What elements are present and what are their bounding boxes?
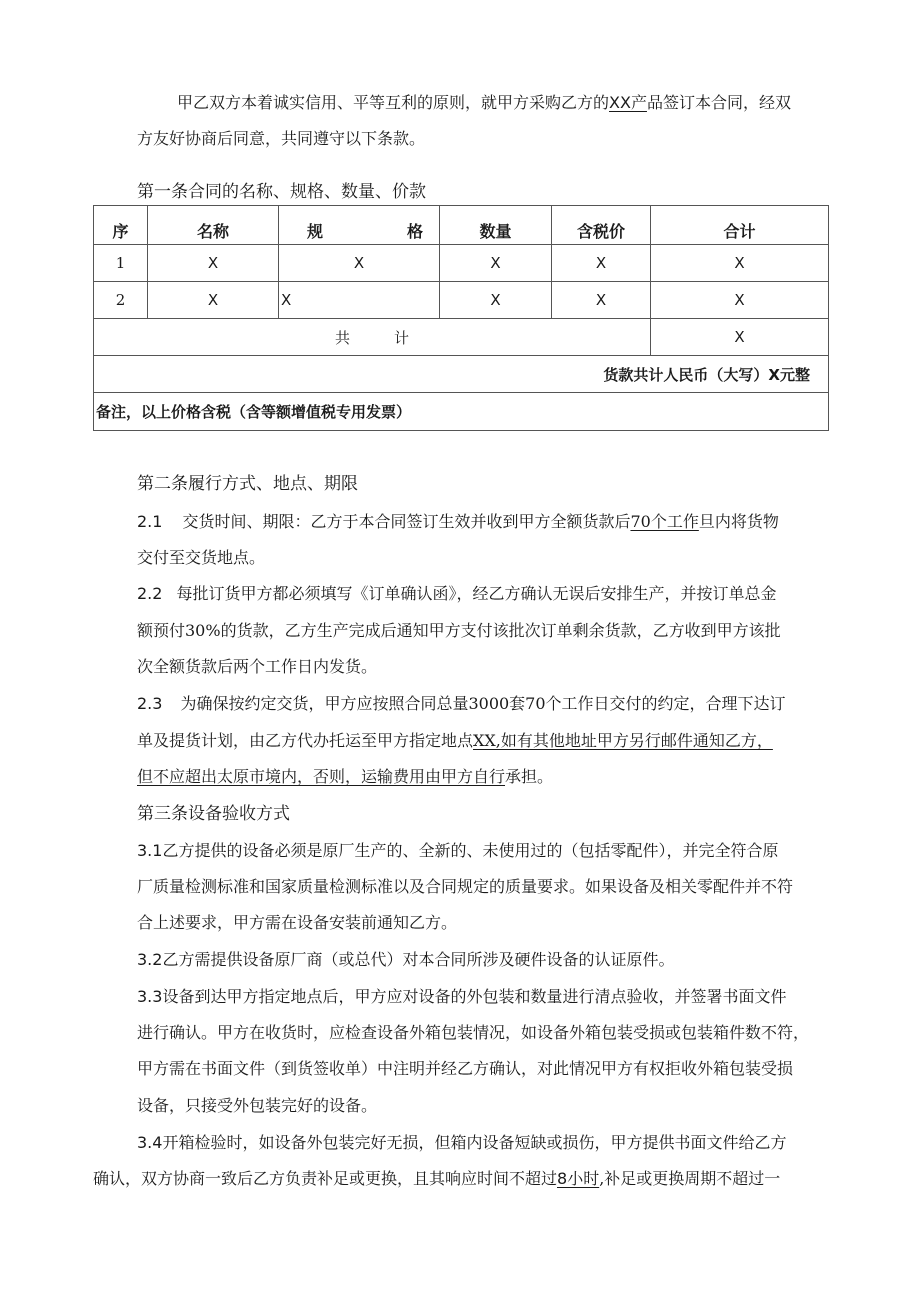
cell-spec: X [279, 282, 440, 319]
clause-2-2-line-2: 额预付30%的货款，乙方生产完成后通知甲方支付该批次订单剩余货款，乙方收到甲方该批 [137, 621, 781, 640]
cell-seq: 1 [94, 245, 148, 282]
clause-3-4-line-1: 3.4开箱检验时，如设备外包装完好无损，但箱内设备短缺或损伤，甲方提供书面文件给乙方 [137, 1133, 787, 1152]
clause-3-4-line-2: 确认，双方协商一致后乙方负责补足或更换，且其响应时间不超过8小时,补足或更换周期不超过一 [93, 1169, 781, 1188]
cell-total: X [651, 282, 829, 319]
cell-name: X [148, 282, 279, 319]
price-note: 备注，以上价格含税（含等额增值税专用发票） [94, 393, 829, 431]
table-words-row [94, 356, 829, 393]
clause-3-3-line-4: 设备，只接受外包装完好的设备。 [137, 1096, 378, 1115]
intro-line-1: 甲乙双方本着诚实信用、平等互利的原则，就甲方采购乙方的XX产品签订本合同，经双 [177, 93, 791, 112]
table-header-row [94, 206, 829, 245]
cell-qty: X [440, 245, 552, 282]
article-3-title: 第三条设备验收方式 [137, 804, 290, 824]
clause-3-3-line-2: 进行确认。甲方在收货时，应检查设备外箱包装情况，如设备外箱包装受损或包装箱件数不符， [137, 1023, 810, 1042]
table-sum-row [94, 319, 829, 356]
header-spec: 规 格 [279, 206, 440, 245]
clause-2-1-line-1: 2.1 交货时间、期限：乙方于本合同签订生效并收到甲方全额货款后70个工作旦内将货物 [137, 512, 779, 531]
clause-2-3-line-2: 单及提货计划，由乙方代办托运至甲方指定地点XX,如有其他地址甲方另行邮件通知乙方， [137, 731, 773, 750]
cell-name: X [148, 245, 279, 282]
clause-3-3-line-1: 3.3设备到达甲方指定地点后，甲方应对设备的外包装和数量进行清点验收，并签署书面文件 [137, 987, 787, 1006]
clause-2-2-line-1: 2.2 每批订货甲方都必须填写《订单确认函》，经乙方确认无误后安排生产，并按订单总金 [137, 584, 777, 603]
sum-value: X [651, 319, 829, 356]
cell-total: X [651, 245, 829, 282]
sum-label: 共 计 [94, 319, 651, 356]
cell-price: X [552, 245, 651, 282]
cell-price: X [552, 282, 651, 319]
table-row [94, 245, 829, 282]
header-name: 名称 [148, 206, 279, 245]
table-row [94, 282, 829, 319]
clause-3-3-line-3: 甲方需在书面文件（到货签收单）中注明并经乙方确认，对此情况甲方有权拒收外箱包装受损 [137, 1059, 794, 1078]
product-placeholder: XX产 [609, 93, 647, 112]
clause-2-3-line-3: 但不应超出太原市境内，否则，运输费用由甲方自行承担。 [137, 767, 554, 786]
clause-2-2-line-3: 次全额货款后两个工作日内发货。 [137, 657, 378, 676]
cell-seq: 2 [94, 282, 148, 319]
article-1-title: 第一条合同的名称、规格、数量、价款 [137, 182, 426, 202]
header-price: 含税价 [552, 206, 651, 245]
header-seq: 序 [94, 206, 148, 245]
table-note-row [94, 393, 829, 431]
clause-3-1-line-3: 合上述要求，甲方需在设备安装前通知乙方。 [137, 913, 458, 932]
clause-2-1-line-2: 交付至交货地点。 [137, 548, 266, 567]
article-2-title: 第二条履行方式、地点、期限 [137, 474, 358, 494]
clause-3-1-line-2: 厂质量检测标准和国家质量检测标准以及合同规定的质量要求。如果设备及相关零配件并不符 [137, 877, 794, 896]
clause-3-1-line-1: 3.1乙方提供的设备必须是原厂生产的、全新的、未使用过的（包括零配件），并完全符合原 [137, 841, 779, 860]
intro-line-2: 方友好协商后同意，共同遵守以下条款。 [137, 129, 426, 148]
clause-3-2-line-1: 3.2乙方需提供设备原厂商（或总代）对本合同所涉及硬件设备的认证原件。 [137, 950, 675, 969]
clause-2-3-line-1: 2.3 为确保按约定交货，甲方应按照合同总量3000套70个工作日交付的约定，合理下达订 [137, 694, 786, 713]
header-total: 合计 [651, 206, 829, 245]
cell-spec: X [279, 245, 440, 282]
amount-in-words: 货款共计人民币（大写）X元整 [94, 356, 829, 393]
cell-qty: X [440, 282, 552, 319]
price-table [93, 205, 829, 431]
header-qty: 数量 [440, 206, 552, 245]
